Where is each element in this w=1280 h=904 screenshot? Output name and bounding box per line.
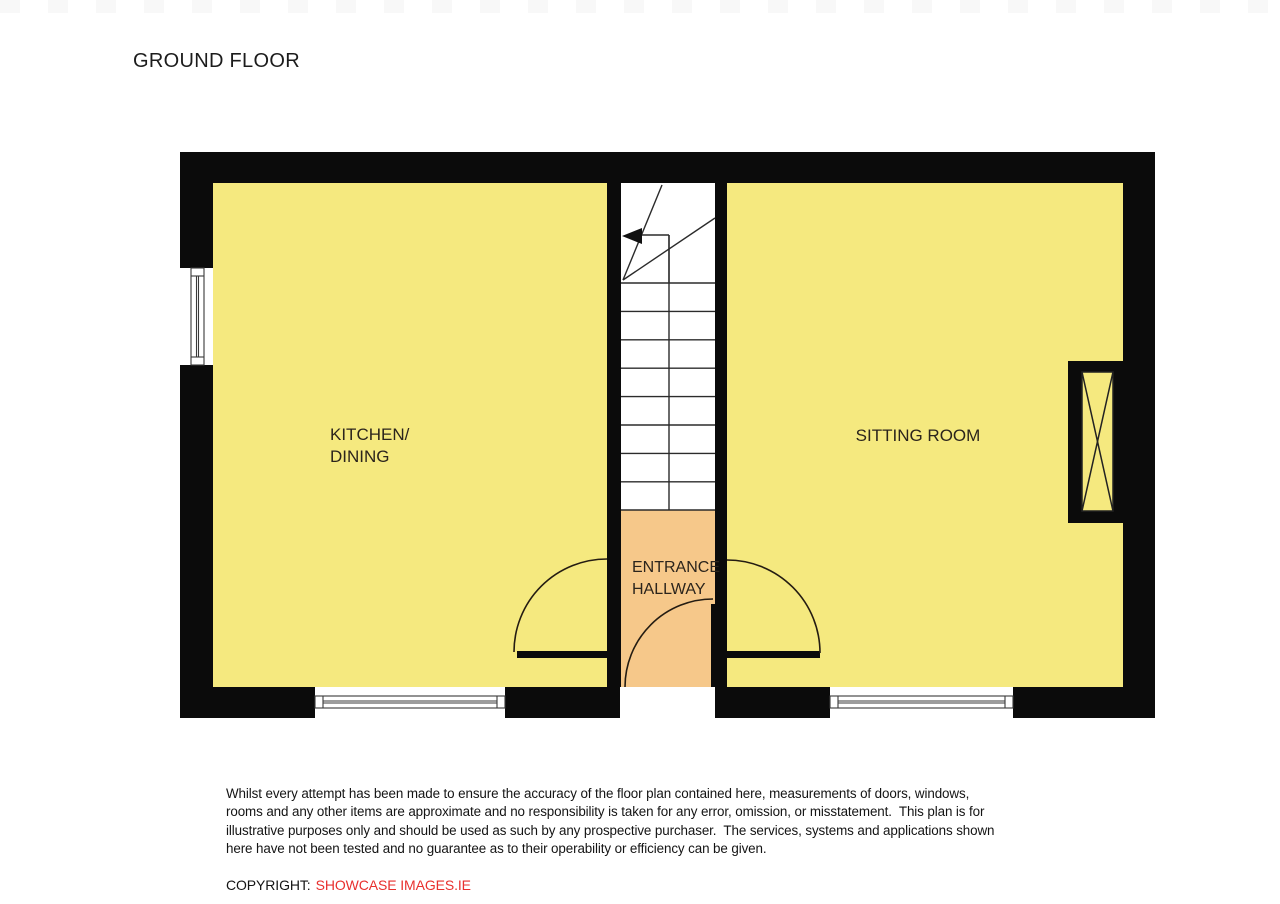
sitting-window-icon: [830, 696, 1013, 708]
hallway-label-line1: ENTRANCE: [632, 559, 721, 576]
front-door-leaf: [711, 604, 716, 687]
room-entrance-hallway: [621, 510, 715, 687]
stairs-left-wall-lower: [607, 652, 621, 687]
kitchen-label-line2: DINING: [330, 447, 390, 466]
front-door-opening: [620, 687, 715, 718]
page-title: GROUND FLOOR: [133, 50, 300, 72]
stairs-right-wall: [715, 183, 727, 557]
sitting-door-leaf: [727, 651, 820, 658]
kitchen-window-icon: [315, 696, 505, 708]
stairs-left-wall: [607, 183, 621, 557]
copyright: [226, 877, 471, 893]
sitting-room-label: SITTING ROOM: [855, 426, 981, 445]
copyright-label: COPYRIGHT:: [226, 877, 311, 893]
floor-plan: [180, 152, 1155, 718]
top-edge-artifact: [0, 0, 1280, 13]
disclaimer-text: [226, 785, 1066, 858]
fireplace-flue-icon: [1082, 372, 1113, 511]
room-kitchen-dining: [213, 183, 607, 687]
hallway-label-line2: HALLWAY: [632, 581, 706, 598]
kitchen-door-leaf: [517, 651, 607, 658]
kitchen-label-line1: KITCHEN/: [330, 425, 410, 444]
disclaimer-line: illustrative purposes only and should be used as such by any prospective purchaser. The services, systems and applications shown: [226, 822, 995, 838]
disclaimer-line: rooms and any other items are approximate and no responsibility is taken for any error, omission, or misstatement. This plan is for: [226, 804, 985, 820]
copyright-link[interactable]: SHOWCASE IMAGES.IE: [315, 877, 471, 893]
disclaimer-line: here have not been tested and no guarantee as to their operability or efficiency can be given.: [226, 840, 767, 856]
left-wall-window-icon: [191, 268, 204, 365]
stairs-right-wall-lower: [715, 653, 727, 687]
disclaimer-line: Whilst every attempt has been made to ensure the accuracy of the floor plan contained here, measurements of doors, windows,: [226, 786, 970, 801]
